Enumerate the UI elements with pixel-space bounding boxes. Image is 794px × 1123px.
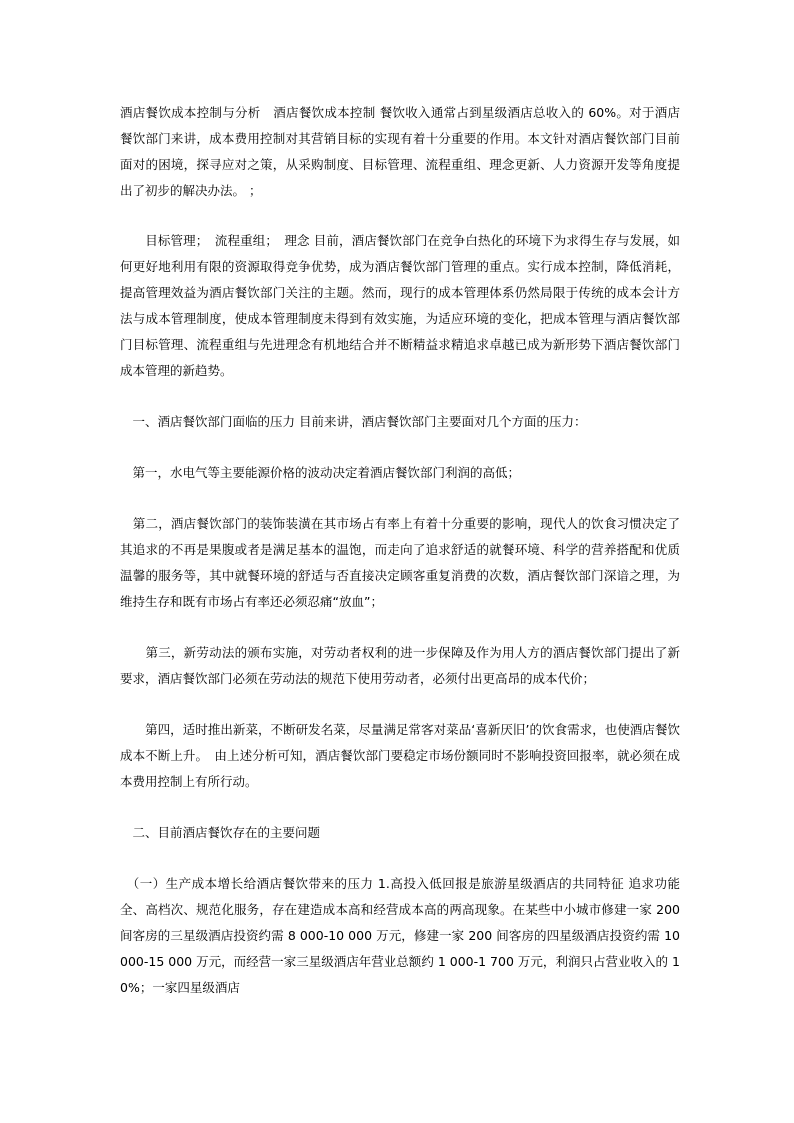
paragraph-intro: 酒店餐饮成本控制与分析 酒店餐饮成本控制 餐饮收入通常占到星级酒店总收入的 60%。对于酒店餐饮部门来讲，成本费用控制对其营销目标的实现有着十分重要的作用。本文针对酒店餐饮部门目前面对的困境，探寻应对之策，从采购制度、目标管理、流程重组、理念更新、人力资源开发等角度提出了初步的解决办法。 ； [120,105,680,198]
paragraph-second-pressure: 第二，酒店餐饮部门的装饰装潢在其市场占有率上有着十分重要的影响，现代人的饮食习惯决定了其追求的不再是果腹或者是满足基本的温饱，而走向了追求舒适的就餐环境、科学的营养搭配和优质温馨的服务等，其中就餐环境的舒适与否直接决定顾客重复消费的次数，酒店餐饮部门深谙之理，为维持生存和既有市场占有率还必须忍痛“放血”； [120,516,680,609]
paragraph-first-pressure: 第一，水电气等主要能源价格的波动决定着酒店餐饮部门利润的高低； [120,465,521,480]
paragraph-section-one-heading: 一、酒店餐饮部门面临的压力 目前来讲，酒店餐饮部门主要面对几个方面的压力： [120,414,587,429]
paragraph-fourth-pressure: 第四，适时推出新菜，不断研发名菜，尽量满足常客对菜品‘喜新厌旧’的饮食需求，也使酒店餐饮成本不断上升。 由上述分析可知，酒店餐饮部门要稳定市场份额同时不影响投资回报率，就必须在成本费用控制上有所行动。 [120,722,680,789]
paragraph-production-cost: （一）生产成本增长给酒店餐饮带来的压力 1.高投入低回报是旅游星级酒店的共同特征 追求功能全、高档次、规范化服务，存在建造成本高和经营成本高的两高现象。在某些中小城市修建一家 200 间客房的三星级酒店投资约需 8 000-10 000 万元，修建一家 200 间客房的四星级酒店投资约需 10 000-15 000 万元，而经营一家三星级酒店年营业总额约 1 000-1 700 万元，利润只占营业收入的 10%；一家四星级酒店 [120,876,680,995]
paragraph-keywords: 目标管理； 流程重组； 理念 目前，酒店餐饮部门在竞争白热化的环境下为求得生存与发展，如何更好地利用有限的资源取得竞争优势，成为酒店餐饮部门管理的重点。实行成本控制，降低消耗，提高管理效益为酒店餐饮部门关注的主题。然而，现行的成本管理体系仍然局限于传统的成本会计方法与成本管理制度，使成本管理制度未得到有效实施，为适应环境的变化，把成本管理与酒店餐饮部门目标管理、流程重组与先进理念有机地结合并不断精益求精追求卓越已成为新形势下酒店餐饮部门成本管理的新趋势。 [120,233,680,378]
document-body [120,100,680,1001]
paragraph-section-two-heading: 二、目前酒店餐饮存在的主要问题 [120,825,321,840]
paragraph-third-pressure: 第三，新劳动法的颁布实施，对劳动者权利的进一步保障及作为用人方的酒店餐饮部门提出了新要求，酒店餐饮部门必须在劳动法的规范下使用劳动者，必须付出更高昂的成本代价； [120,645,680,686]
